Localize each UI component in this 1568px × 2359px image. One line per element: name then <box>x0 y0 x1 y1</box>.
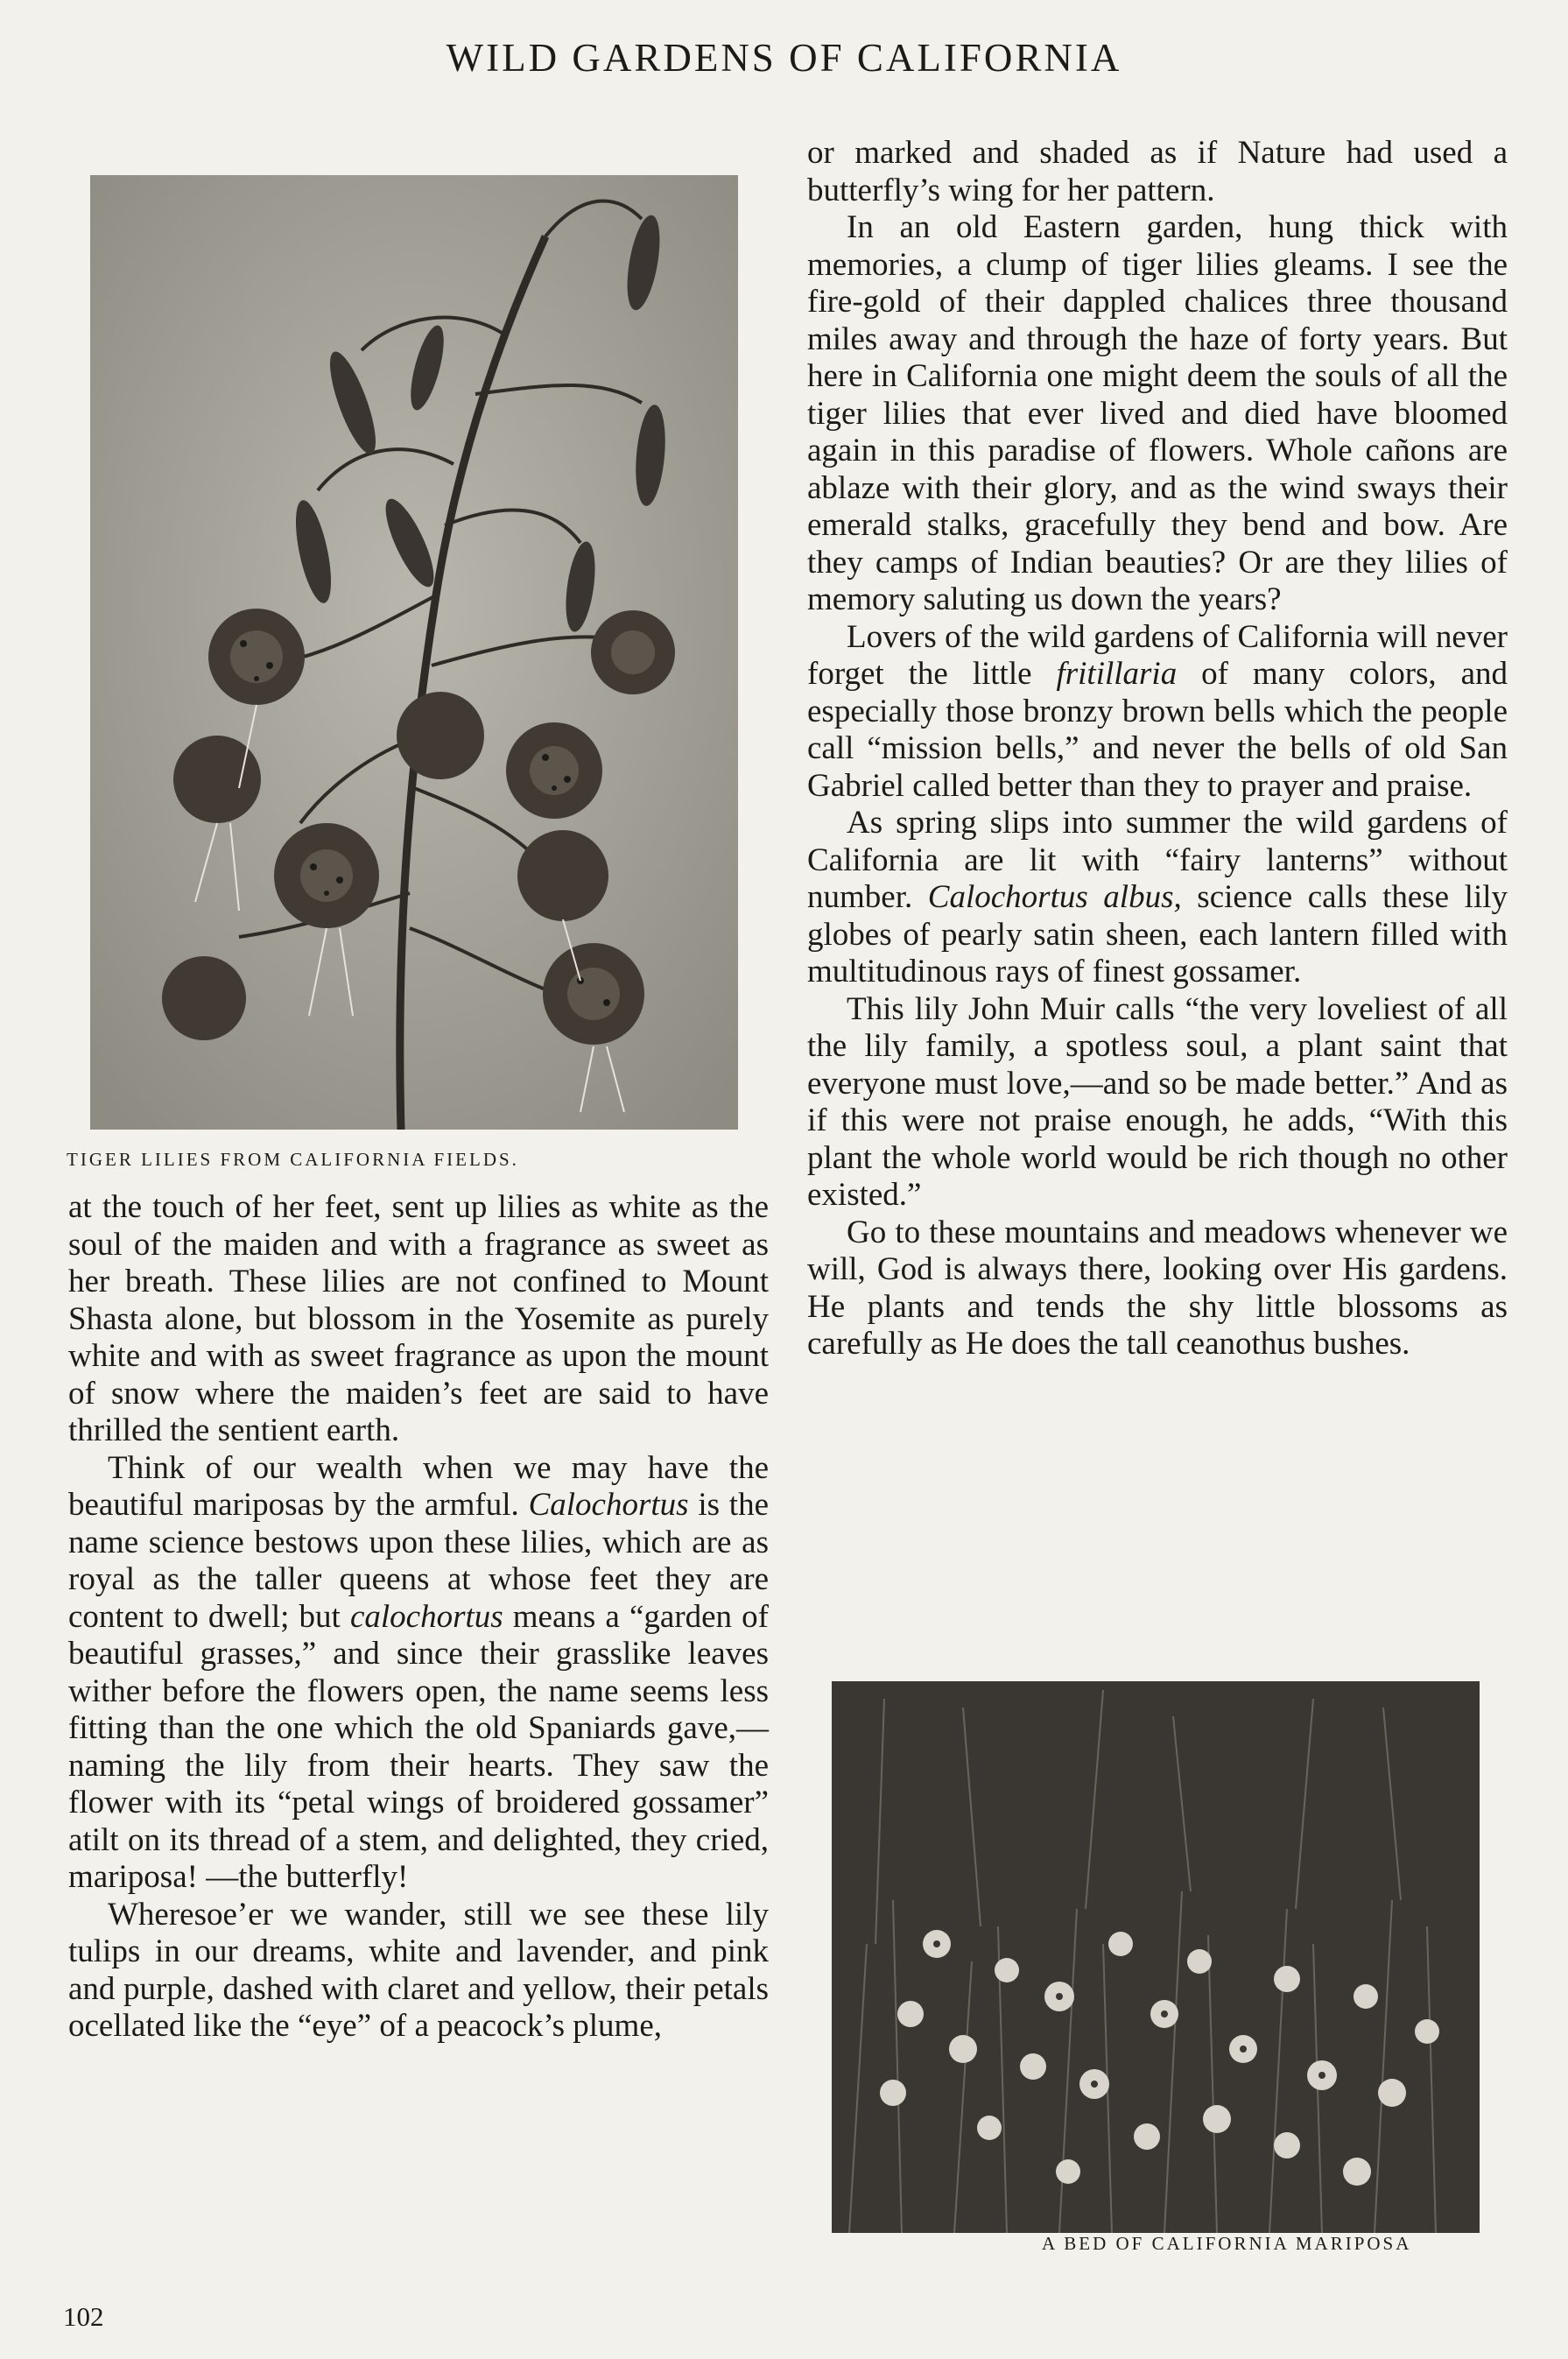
left-paragraph-1: at the touch of her feet, sent up lilies as white as the soul of the maiden and with a fragrance as sweet as her breath. These lilies are not confined to Mount Shasta alone, but blossom in the Yosemite as purely white and with as sweet fragrance as upon the mount of snow where the maiden’s feet are said to have thrilled the sentient earth. <box>68 1189 769 1448</box>
right-paragraph-4: As spring slips into summer the wild gardens of California are lit with “fairy lanterns” without number. Calochortus albus, science calls these lily globes of pearly satin sheen, each lantern filled with multitudinous rays of finest gossamer. <box>807 805 1508 989</box>
left-paragraph-3: Wheresoe’er we wander, still we see these lily tulips in our dreams, white and lavender, and pink and purple, dashed with claret and yellow, their petals ocellated like the “eye” of a peacock’s plume, <box>68 1896 769 2044</box>
right-paragraph-5: This lily John Muir calls “the very loveliest of all the lily family, a spotless soul, a plant saint that everyone must love,—and so be made better.” And as if this were not praise enough, he adds, “With this plant the whole world would be rich though no other existed.” <box>807 990 1508 1213</box>
right-column <box>807 135 1508 1363</box>
mariposa-caption: A BED OF CALIFORNIA MARIPOSA <box>1042 2233 1412 2254</box>
right-paragraph-2: In an old Eastern garden, hung thick with memories, a clump of tiger lilies gleams. I see the fire-gold of their dappled chalices three thousand miles away and through the haze of forty years. But here in California one might deem the souls of all the tiger lilies that ever lived and died have bloomed again in this paradise of flowers. Whole cañons are ablaze with their glory, and as the wind sways their emerald stalks, gracefully they bend and bow. Are they camps of Indian beauties? Or are they lilies of memory saluting us down the years? <box>807 209 1508 617</box>
left-paragraph-2: Think of our wealth when we may have the beautiful mariposas by the armful. Calochortus is the name science bestows upon these lilies, which are as royal as the taller queens at whose feet they are content to dwell; but calochortus means a “garden of beautiful grasses,” and since their grasslike leaves wither before the flowers open, the name seems less fitting than the one which the old Spaniards gave,—naming the lily from their hearts. They saw the flower with its “petal wings of broidered gossamer” atilt on its thread of a stem, and delighted, they cried, mariposa! —the butterfly! <box>68 1449 770 1895</box>
mariposa-illustration <box>832 1681 1480 2233</box>
right-paragraph-1: or marked and shaded as if Nature had used a butterfly’s wing for her pattern. <box>807 135 1508 208</box>
tiger-lilies-illustration <box>90 175 738 1130</box>
left-column <box>68 1189 769 2046</box>
tiger-lilies-caption: TIGER LILIES FROM CALIFORNIA FIELDS. <box>67 1149 519 1170</box>
right-paragraph-3: Lovers of the wild gardens of California will never forget the little fritillaria of many colors, and especially those bronzy brown bells which the people call “mission bells,” and never the bells of old San Gabriel called better than they to prayer and praise. <box>807 618 1508 804</box>
page-number: 102 <box>63 2301 104 2332</box>
right-paragraph-6: Go to these mountains and meadows whenever we will, God is always there, looking over His gardens. He plants and tends the shy little blossoms as carefully as He does the tall ceanothus bushes. <box>807 1214 1508 1362</box>
page-header: WILD GARDENS OF CALIFORNIA <box>446 36 1122 80</box>
mariposa-photo <box>832 1681 1480 2233</box>
tiger-lilies-photo <box>90 175 738 1130</box>
